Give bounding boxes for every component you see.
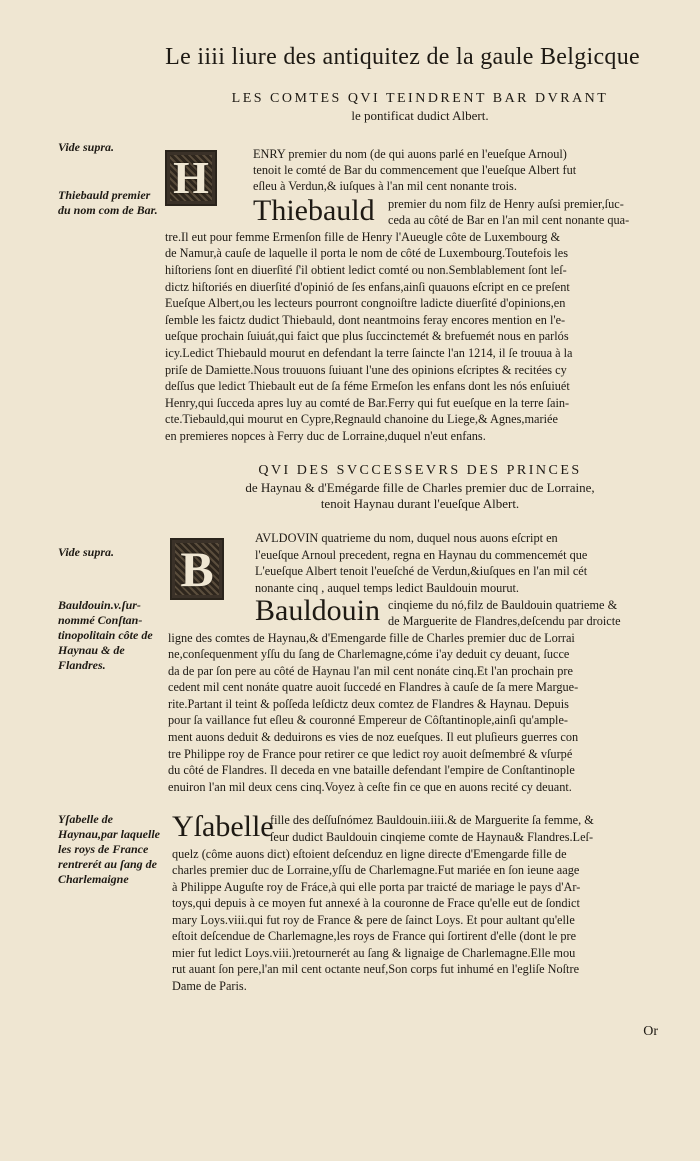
heading-sub: tenoit Haynau durant l'eueſque Albert.	[320, 496, 520, 511]
text-line: nonante cinq , auquel temps ledict Bauldouin mourut.	[255, 581, 519, 595]
text-line: tre Philippe roy de France pour retirer ce que ledict roy auoit deſmembré & vſurpé	[168, 747, 573, 761]
dropcap-letter: H	[173, 152, 209, 203]
text-line: tre.Il eut pour femme Ermenſon fille de Henry l'Aueugle côte de Luxembourg &	[165, 230, 561, 244]
text-line: l'eueſque Arnoul precedent, regna en Haynau du commencemét que	[255, 548, 588, 562]
text-line: enuiron l'an mil deux cens cinq.Voyez à ceſte fin ce que en auons recité cy deuant.	[168, 780, 572, 794]
text-line: L'eueſque Albert tenoit l'eueſché de Verdun,&iuſques en l'an mil cét	[255, 564, 588, 578]
text-line: quelz (côme auons dict) eſtoient deſcenduz en ligne directe d'Emengarde fille de	[172, 847, 567, 861]
running-title: Le iiii liure des antiquitez de la gaule Belgicque	[165, 44, 640, 70]
margin-note-vide-supra-2: Vide supra.	[58, 545, 115, 559]
text-line: charles premier duc de Lorraine,yſſu de Charlemagne.Fut mariée en ſon ieune aage	[172, 863, 580, 877]
dropcap-h	[165, 150, 217, 206]
text-line: en premieres nopces à Ferry duc de Lorraine,duquel n'eut enfans.	[165, 429, 486, 443]
text-line: Henry,qui ſucceda apres luy au comté de Bar.Ferry qui fut eueſque en la terre ſain-	[165, 396, 570, 410]
name-bauldouin: Bauldouin	[255, 594, 380, 627]
text-line: rite.Partant il teint & poſſeda leſdictz deux comtez de Flandres & Haynau. Depuis	[168, 697, 569, 711]
text-line: de Marguerite de Flandres,deſcendu par droicte	[388, 614, 621, 628]
text-line: Eueſque Albert,ou les lecteurs pourront congnoiſtre ladicte diuerſité d'opinions,en	[165, 296, 566, 310]
text-line: cinqieme du nó,filz de Bauldouin quatrieme &	[388, 598, 618, 612]
text-line: Dame de Paris.	[172, 979, 247, 993]
text-line: deſſus que ledict Thiebault eut de ſa féme Ermeſon les enfans dont les nós enſuiuét	[165, 379, 570, 393]
text-line: à Philippe Auguſte roy de Fráce,à qui elle porta par traicté de mariage le pays d'Ar-	[172, 880, 581, 894]
heading-caps: LES COMTES QVI TEINDRENT BAR DVRANT	[231, 91, 609, 106]
text-line: ſeur dudict Bauldouin cinqieme comte de Haynau& Flandres.Leſ-	[270, 830, 594, 844]
section-heading-comtes	[160, 90, 680, 124]
margin-note-vide-supra-1: Vide supra.	[58, 140, 115, 154]
text-line: priſe de Damiette.Nous trouuons ſuiuant l'une des opinions eſcriptes & recitées cy	[165, 363, 567, 377]
text-line: eſtoit deſcendue de Charlemagne,les roys de France qui ſortirent d'elle (dont le pre	[172, 929, 577, 943]
text-line: ligne des comtes de Haynau,& d'Emengarde fille de Charles premier duc de Lorrai	[168, 631, 575, 645]
text-line: premier du nom filz de Henry auſsi premier,ſuc-	[388, 197, 624, 211]
heading-sub: le pontificat dudict Albert.	[351, 108, 489, 123]
text-line: AVLDOVIN quatrieme du nom, duquel nous auons eſcript en	[255, 531, 558, 545]
margin-note-ysabelle: Yſabelle de Haynau,par laquelle les roys de France rentrerét au ſang de Charlemaigne	[58, 812, 161, 886]
text-line: cte.Tiebauld,qui mourut en Cypre,Regnauld chanoine du Liege,& Agnes,mariée	[165, 412, 558, 426]
text-line: ENRY premier du nom (de qui auons parlé en l'eueſque Arnoul)	[253, 147, 567, 161]
text-line: da de par ſon pere au côté de Haynau l'an mil cent nonáte cinq.Et l'an prochain pre	[168, 664, 573, 678]
text-line: ment auons deduit & deduirons es vies de noz eueſques. Il eut pluſieurs guerres con	[168, 730, 579, 744]
margin-note-bauldouin: Bauldouin.v.ſur-nommé Conſtan-tinopolitain côte de Haynau & de Flandres.	[58, 598, 153, 672]
catchword: Or	[643, 1024, 658, 1039]
name-thiebauld: Thiebauld	[253, 194, 375, 227]
heading-sub: de Haynau & d'Emégarde fille de Charles premier duc de Lorraine,	[245, 480, 595, 495]
text-line: dictz hiſtoriés en diuerſité d'opinió de ſes enfans,ainſi quauons eſcript en ce preſent	[165, 280, 570, 294]
text-line: rut auant ſon pere,l'an mil cent octante neuf,Son corps fut inhumé en l'egliſe Noſtre	[172, 962, 580, 976]
text-line: ceda au côté de Bar en l'an mil cent nonante qua-	[388, 213, 630, 227]
text-line: mary Loys.viii.qui fut roy de France & pere de ſainct Loys. Et pour aultant qu'elle	[172, 913, 575, 927]
text-line: eſleu à Verdun,& iuſques à l'an mil cent nonante trois.	[253, 179, 517, 193]
text-line: fille des deſſuſnómez Bauldouin.iiii.& de Marguerite ſa femme, &	[270, 813, 594, 827]
text-line: cedent mil cent nonáte quatre auoit ſuccedé en Flandres à cauſe de ſa mere Margue-	[168, 680, 579, 694]
text-line: toys,qui depuis à ce moyen fut annexé à la couronne de Frace qu'elle eut de ſondict	[172, 896, 580, 910]
text-line: ueſque prochain ſuiuát,qui faict que plus ſuccinctemét & brefuemét nous en parlós	[165, 329, 569, 343]
text-line: du côté de Flandres. Il deceda en vne bataille defendant l'empire de Conſtantinople	[168, 763, 575, 777]
margin-note-thiebauld: Thiebauld premier du nom com de Bar.	[58, 188, 158, 217]
name-ysabelle: Yſabelle	[172, 810, 274, 843]
dropcap-letter: B	[180, 541, 214, 597]
text-line: tenoit le comté de Bar du commencement que l'eueſque Albert fut	[253, 163, 577, 177]
text-line: de Namur,à cauſe de laquelle il porta le nom de côté de Luxembourg.Toutefois les	[165, 246, 569, 260]
text-line: icy.Ledict Thiebauld mourut en defendant la terre ſaincte l'an 1214, il ſe trouua à la	[165, 346, 573, 360]
text-line: ſemble les faictz dudict Thiebauld, dont neantmoins feray encores mention en l'e-	[165, 313, 566, 327]
dropcap-b	[170, 538, 224, 600]
text-line: mier fut ledict Loys.viii.)retournerét au ſang & lignaige de Charlemagne.Elle mou	[172, 946, 576, 960]
heading-caps: QVI DES SVCCESSEVRS DES PRINCES	[258, 463, 582, 478]
text-line: hiſtoriens ſont en diuerſité ſ'il obtient ledict comté ou non.Semblablement ſont leſ-	[165, 263, 567, 277]
section-heading-successeurs	[160, 462, 680, 512]
text-line: pour ſa vaillance fut eſleu & couronné Empereur de Côſtantinople,ainſi qu'ample-	[168, 713, 569, 727]
text-line: ne,conſequenment yſſu du ſang de Charlemagne,cóme i'ay deduit cy deuant, ſucce	[168, 647, 570, 661]
